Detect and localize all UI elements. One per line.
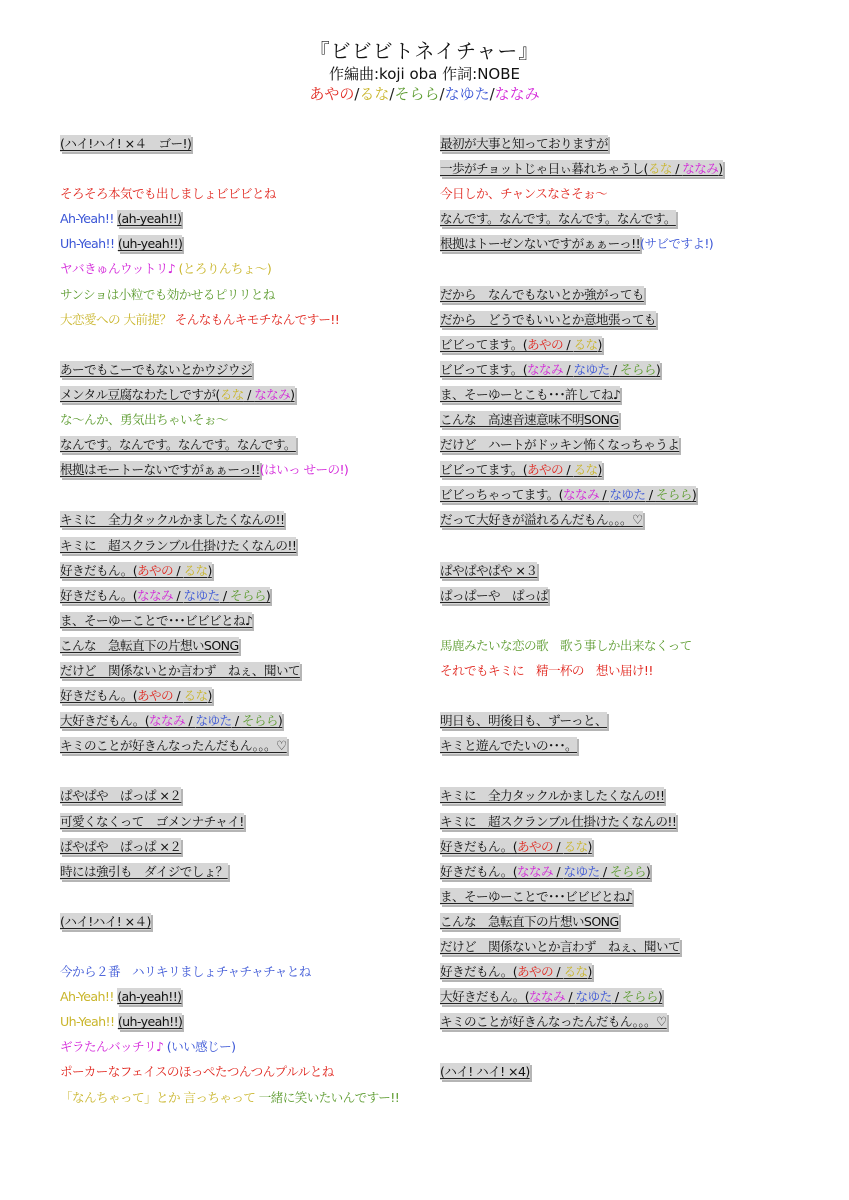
lyric-line	[440, 482, 820, 507]
lyric-segment: )	[207, 688, 212, 704]
lyric-segment: /	[173, 688, 184, 704]
lyric-line	[60, 256, 430, 281]
lyric-segment: /	[671, 161, 683, 177]
member-name: るな	[359, 85, 390, 103]
lyric-segment: 一緒に笑いたいんですー!!	[258, 1089, 400, 1105]
lyric-segment: あやの	[527, 462, 563, 478]
lyric-segment: Uh-Yeah!!	[60, 236, 118, 252]
lyric-segment: あーでもこーでもないとかウジウジ	[60, 361, 252, 377]
lyric-line	[440, 633, 820, 658]
lyric-line	[60, 432, 430, 457]
lyric-segment: 時には強引も ダイジでしょ？	[60, 863, 228, 879]
lyric-line	[440, 507, 820, 532]
lyric-segment: こんな 高速音速意味不明SONG	[440, 412, 619, 428]
lyric-segment: /	[563, 462, 574, 478]
lyric-segment: /	[598, 487, 610, 503]
member-separator: /	[439, 85, 445, 103]
lyric-line	[440, 558, 820, 583]
lyric-segment: (ハイ!ハイ! ×４ ゴー!)	[60, 136, 192, 151]
lyric-line	[440, 859, 820, 884]
member-color-legend	[0, 84, 849, 105]
lyric-segment: あやの	[527, 336, 563, 352]
lyric-line	[60, 282, 430, 307]
lyric-segment: /	[609, 361, 620, 377]
lyric-line	[440, 231, 820, 256]
lyric-segment: ぱやぱや ぱっぱ ×２	[60, 838, 182, 854]
lyric-line	[60, 382, 430, 407]
lyric-segment: /	[563, 336, 574, 352]
lyric-segment: なゆた	[183, 587, 220, 603]
lyric-segment: /	[553, 964, 564, 980]
lyric-segment: (はいっ せーの!)	[259, 462, 349, 478]
lyric-segment: (ハイ! ハイ! ×4)	[440, 1064, 530, 1080]
lyric-segment: ななみ	[149, 713, 186, 729]
lyric-segment: ま、そーゆーことで･･･ビビビとね♪	[440, 888, 633, 904]
lyric-line	[440, 357, 820, 382]
lyric-segment: なゆた	[573, 361, 610, 377]
lyric-line	[60, 507, 430, 532]
lyric-segment: キミに 全力タックルかましたくなんの!!	[60, 512, 285, 528]
lyric-line	[60, 608, 430, 633]
lyric-line	[60, 131, 430, 156]
lyric-line	[440, 282, 820, 307]
lyric-segment: な〜んか、勇気出ちゃいそぉ〜	[60, 412, 228, 428]
lyric-line	[440, 884, 820, 909]
lyric-segment: Uh-Yeah!!	[60, 1014, 118, 1030]
lyric-segment: だけど 関係ないとか言わず ねぇ、聞いて	[60, 662, 300, 678]
lyric-segment: あやの	[517, 964, 554, 980]
lyric-segment: だけど ハートがドッキン怖くなっちゃうよ	[440, 437, 680, 453]
lyric-segment: なゆた	[609, 487, 646, 503]
lyric-segment: /	[611, 989, 622, 1005]
lyric-segment: 好きだもん。(	[60, 587, 138, 603]
blank-line	[60, 934, 430, 959]
blank-line	[60, 482, 430, 507]
lyric-segment: ビビっちゃってます。(	[440, 487, 563, 503]
lyric-segment: るな	[573, 462, 598, 478]
lyric-segment: なんです。なんです。なんです。なんです。	[440, 211, 676, 227]
lyric-segment: )	[655, 361, 661, 377]
lyric-segment: ビビってます。(	[440, 462, 528, 478]
blank-line	[440, 256, 820, 281]
lyric-segment: そらら	[229, 587, 266, 603]
lyric-line	[440, 432, 820, 457]
lyric-segment: (ah-yeah!!)	[117, 211, 182, 227]
lyric-line	[440, 984, 820, 1009]
blank-line	[440, 533, 820, 558]
lyric-segment: ななみ	[517, 863, 554, 879]
lyric-segment: (サビですよ!)	[640, 236, 714, 252]
lyric-line	[60, 457, 430, 482]
lyric-line	[440, 131, 820, 156]
blank-line	[60, 156, 430, 181]
lyric-line	[440, 206, 820, 231]
lyric-segment: ななみ	[254, 386, 291, 402]
lyric-segment: 好きだもん。(	[60, 562, 138, 578]
lyric-segment: ヤバきゅんウットリ♪	[60, 261, 179, 277]
lyric-segment: るな	[573, 336, 598, 352]
lyric-segment: るな	[183, 688, 208, 704]
lyric-segment: こんな 急転直下の片想いSONG	[60, 637, 239, 653]
lyric-segment: /	[599, 863, 610, 879]
lyric-segment: 「なんちゃって」とか 言っちゃって	[60, 1089, 259, 1105]
lyric-segment: 好きだもん。(	[60, 688, 138, 704]
lyric-segment: 明日も、明後日も、ずーっと、	[440, 713, 608, 729]
lyric-segment: Ah-Yeah!!	[60, 989, 118, 1005]
lyric-segment: ギラたんバッチリ♪	[60, 1039, 167, 1055]
lyric-segment: )	[587, 964, 592, 980]
lyric-segment: Ah-Yeah!!	[60, 211, 118, 227]
lyrics-column-left	[60, 131, 430, 1110]
lyric-line	[440, 909, 820, 934]
member-name: あやの	[309, 85, 355, 103]
lyric-line	[60, 834, 430, 859]
lyric-segment: あやの	[137, 562, 174, 578]
lyric-segment: 好きだもん。(	[440, 838, 518, 854]
lyric-segment: /	[173, 562, 184, 578]
lyric-line	[440, 708, 820, 733]
lyrics-header	[0, 38, 849, 105]
blank-line	[440, 758, 820, 783]
lyric-segment: るな	[563, 964, 588, 980]
lyric-line	[440, 733, 820, 758]
lyric-segment: キミと遊んでたいの･･･。	[440, 738, 578, 754]
lyric-line	[60, 783, 430, 808]
lyric-line	[60, 533, 430, 558]
lyric-line	[440, 809, 820, 834]
lyric-segment: るな	[647, 161, 672, 177]
lyric-segment: /	[645, 487, 656, 503]
lyric-segment: ななみ	[563, 487, 599, 503]
lyric-segment: (ハイ!ハイ! ×４)	[60, 913, 151, 929]
lyric-line	[440, 307, 820, 332]
lyric-segment: /	[185, 713, 196, 729]
member-name: そらら	[394, 85, 440, 103]
lyric-segment: 大好きだもん。(	[440, 989, 530, 1005]
lyric-line	[440, 783, 820, 808]
lyric-segment: (ah-yeah!!)	[117, 989, 182, 1005]
song-title: 『ビビビトネイチャー』	[309, 39, 540, 63]
lyric-segment: /	[173, 587, 184, 603]
lyric-segment: ビビってます。(	[440, 336, 528, 352]
lyric-segment: るな	[183, 562, 208, 578]
lyric-line	[60, 231, 430, 256]
lyric-segment: なゆた	[575, 989, 612, 1005]
lyric-segment: /	[553, 863, 564, 879]
lyric-segment: 根拠はモートーないですがぁぁーっ!!	[60, 462, 260, 478]
lyric-segment: ビビってます。(	[440, 361, 528, 377]
lyric-segment: キミに 全力タックルかましたくなんの!!	[440, 788, 665, 804]
lyric-segment: 今日しか、チャンスなさそぉ〜	[440, 186, 608, 202]
lyric-segment: (いい感じー)	[166, 1039, 236, 1055]
lyric-segment: るな	[563, 838, 588, 854]
lyric-line	[440, 658, 820, 683]
lyric-line	[440, 181, 820, 206]
lyric-segment: 好きだもん。(	[440, 863, 518, 879]
lyric-line	[60, 809, 430, 834]
lyric-line	[60, 909, 430, 934]
lyric-segment: なゆた	[195, 713, 232, 729]
lyric-line	[440, 457, 820, 482]
lyric-segment: 今から２番 ハリキリましょチャチャチャとね	[60, 964, 311, 980]
blank-line	[60, 758, 430, 783]
lyric-line	[60, 181, 430, 206]
lyric-segment: /	[565, 989, 576, 1005]
lyric-segment: )	[657, 989, 663, 1005]
lyric-segment: )	[718, 161, 723, 177]
lyric-line	[60, 859, 430, 884]
lyric-segment: ななみ	[682, 161, 719, 177]
lyric-line	[440, 332, 820, 357]
lyric-segment: そろそろ本気でも出しましょビビビとね	[60, 186, 276, 202]
lyric-line	[440, 382, 820, 407]
lyric-segment: )	[290, 386, 295, 402]
blank-line	[440, 1034, 820, 1059]
lyric-segment: だから なんでもないとか強がっても	[440, 286, 644, 302]
lyric-line	[60, 708, 430, 733]
lyric-segment: ぱやぱや ぱっぱ ×２	[60, 788, 182, 804]
lyric-segment: そらら	[609, 863, 646, 879]
lyric-line	[60, 206, 430, 231]
lyric-line	[440, 1059, 820, 1084]
lyric-segment: なんです。なんです。なんです。なんです。	[60, 437, 296, 453]
lyric-segment: 根拠はトーゼンないですがぁぁーっ!!	[440, 236, 641, 252]
lyric-line	[60, 984, 430, 1009]
lyric-segment: ぱっぱーや ぱっぱ	[440, 587, 548, 603]
lyric-segment: キミのことが好きんなったんだもん。。。♡	[60, 738, 287, 754]
lyric-line	[60, 683, 430, 708]
lyric-segment: ま、そーゆーとこも･･･許してね♪	[440, 386, 621, 402]
lyric-segment: そらら	[241, 713, 278, 729]
lyric-segment: 可愛くなくって ゴメンナチャイ!	[60, 813, 244, 829]
song-credits: 作編曲:koji oba 作詞:NOBE	[329, 65, 520, 83]
lyric-segment: あやの	[517, 838, 554, 854]
lyric-line	[440, 407, 820, 432]
lyric-segment: )	[207, 562, 212, 578]
lyric-segment: /	[553, 838, 564, 854]
lyric-segment: だって大好きが溢れるんだもん。。。♡	[440, 512, 643, 528]
lyric-segment: そらら	[619, 361, 656, 377]
lyric-segment: こんな 急転直下の片想いSONG	[440, 913, 619, 929]
lyric-line	[440, 934, 820, 959]
member-separator: /	[489, 85, 495, 103]
lyric-segment: だから どうでもいいとか意地張っても	[440, 311, 656, 327]
lyric-segment: /	[231, 713, 242, 729]
lyric-line	[60, 1085, 430, 1110]
lyric-segment: ななみ	[137, 587, 174, 603]
lyric-segment: キミに 超スクランブル仕掛けたくなんの!!	[60, 537, 297, 553]
lyric-line	[440, 156, 820, 181]
lyric-line	[60, 633, 430, 658]
lyric-segment: キミのことが好きんなったんだもん。。。♡	[440, 1014, 667, 1030]
lyric-line	[440, 959, 820, 984]
lyric-line	[60, 307, 430, 332]
member-name: ななみ	[494, 85, 540, 103]
lyric-segment: )	[597, 336, 602, 352]
lyric-segment: 大恋愛への 大前提？	[60, 311, 175, 327]
lyric-segment: るな	[219, 386, 244, 402]
lyric-segment: だけど 関係ないとか言わず ねぇ、聞いて	[440, 939, 680, 954]
blank-line	[60, 332, 430, 357]
lyric-line	[440, 1009, 820, 1034]
lyric-segment: 馬鹿みたいな恋の歌 歌う事しか出来なくって	[440, 637, 692, 653]
lyric-segment: ななみ	[527, 361, 563, 377]
lyric-segment: )	[277, 713, 283, 729]
blank-line	[60, 884, 430, 909]
lyric-line	[60, 357, 430, 382]
lyric-line	[60, 658, 430, 683]
lyric-segment: ポーカーなフェイスのほっぺたつんつんプルルとね	[60, 1064, 334, 1080]
lyric-segment: 大好きだもん。(	[60, 713, 150, 729]
member-separator: /	[354, 85, 360, 103]
blank-line	[440, 608, 820, 633]
lyric-segment: )	[691, 487, 697, 503]
lyric-segment: キミに 超スクランブル仕掛けたくなんの!!	[440, 813, 677, 829]
lyric-segment: )	[587, 838, 592, 854]
lyric-line	[60, 407, 430, 432]
lyric-segment: /	[563, 361, 574, 377]
member-name: なゆた	[444, 85, 490, 103]
lyric-segment: 最初が大事と知っておりますが	[440, 136, 608, 151]
lyric-segment: (とろりんちょ〜)	[178, 261, 272, 277]
member-separator: /	[389, 85, 395, 103]
lyric-segment: (uh-yeah!!)	[117, 236, 183, 252]
lyric-segment: ななみ	[529, 989, 566, 1005]
lyric-line	[440, 834, 820, 859]
lyric-segment: メンタル豆腐なわたしですが(	[60, 386, 220, 402]
lyric-segment: /	[219, 587, 230, 603]
lyric-segment: それでもキミに 精一杯の 想い届け!!	[440, 662, 653, 678]
lyric-line	[60, 1034, 430, 1059]
lyric-line	[60, 558, 430, 583]
lyric-line	[60, 583, 430, 608]
lyric-segment: 一歩がチョットじゃ日ぃ暮れちゃうし(	[440, 161, 648, 177]
lyric-segment: なゆた	[563, 863, 600, 879]
lyric-line	[60, 733, 430, 758]
lyric-segment: サンショは小粒でも効かせるピリリとね	[60, 286, 275, 302]
lyric-segment: (uh-yeah!!)	[117, 1014, 183, 1030]
lyric-line	[60, 1009, 430, 1034]
lyrics-column-right	[440, 131, 820, 1085]
lyric-segment: そらら	[655, 487, 692, 503]
lyric-segment: )	[265, 587, 271, 603]
lyric-segment: そらら	[621, 989, 658, 1005]
blank-line	[440, 683, 820, 708]
lyric-segment: 好きだもん。(	[440, 964, 518, 980]
lyric-segment: ぱやぱやぱや ×３	[440, 562, 538, 578]
lyric-segment: そんなもんキモチなんですー!!	[174, 311, 340, 327]
lyric-line	[60, 959, 430, 984]
lyric-segment: ま、そーゆーことで･･･ビビビとね♪	[60, 612, 253, 628]
lyric-line	[440, 583, 820, 608]
lyric-segment: )	[597, 462, 602, 478]
lyric-segment: /	[243, 386, 255, 402]
lyric-segment: )	[645, 863, 651, 879]
lyric-segment: あやの	[137, 688, 174, 704]
lyric-line	[60, 1059, 430, 1084]
